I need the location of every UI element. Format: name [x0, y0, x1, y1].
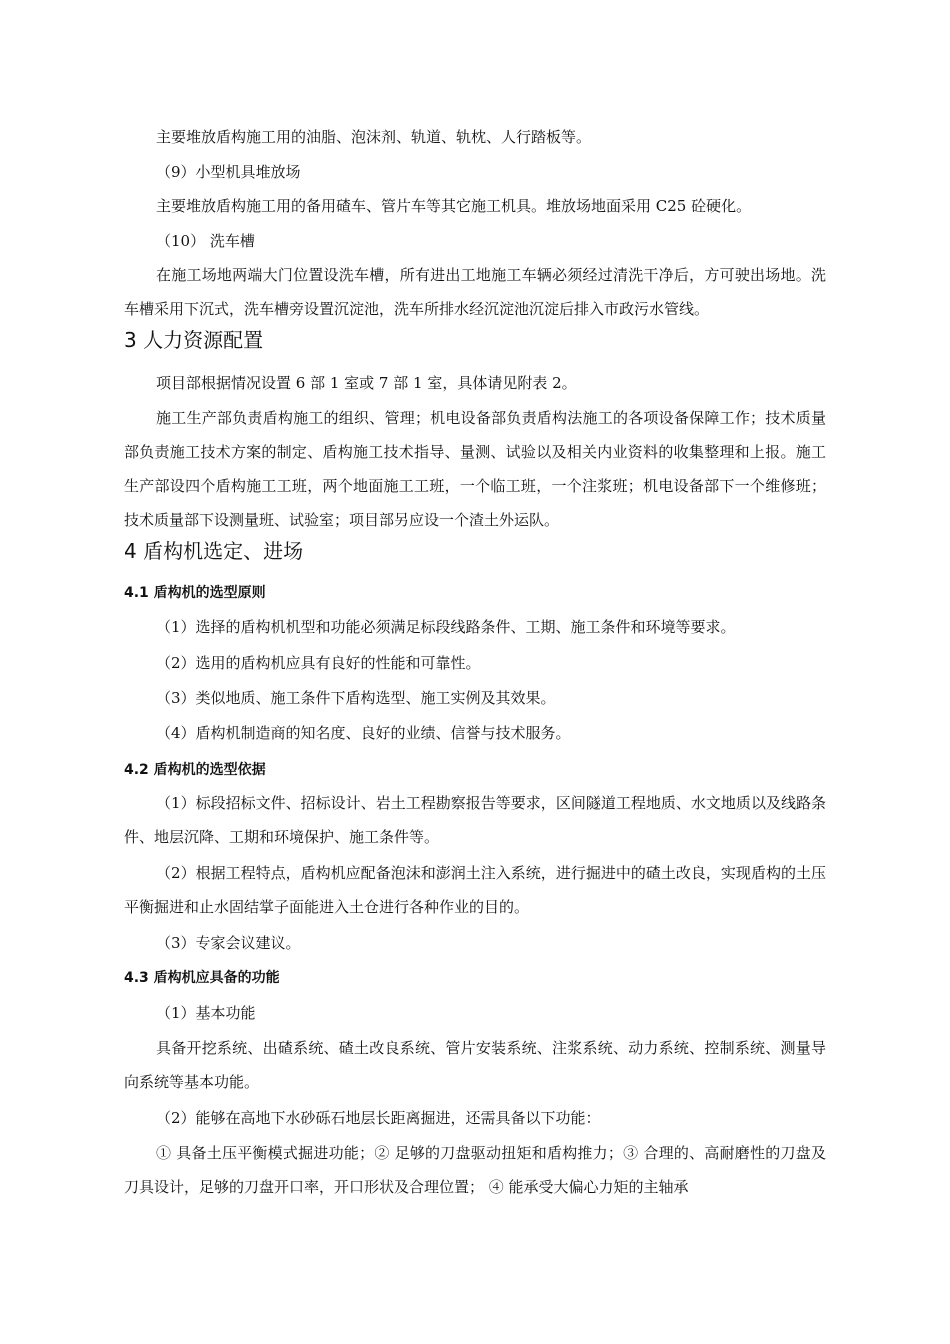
list-item: （3）专家会议建议。 — [156, 934, 301, 952]
subsection-heading-4-3: 4.3 盾构机应具备的功能 — [124, 970, 280, 986]
paragraph: 在施工场地两端大门位置设洗车槽，所有进出工地施工车辆必须经过清洗干净后，方可驶出场地。洗车槽采用下沉式，洗车槽旁设置沉淀池，洗车所排水经沉淀池沉淀后排入市政污水管线。 — [124, 266, 826, 318]
paragraph: 主要堆放盾构施工用的备用碴车、管片车等其它施工机具。堆放场地面采用 C25 砼硬化。 — [156, 197, 752, 215]
list-item: （3）类似地质、施工条件下盾构选型、施工实例及其效果。 — [156, 689, 556, 707]
section-heading-3: 3 人力资源配置 — [124, 328, 264, 352]
list-item: （10） 洗车槽 — [156, 232, 255, 250]
subsection-heading-4-1: 4.1 盾构机的选型原则 — [124, 585, 266, 601]
list-item: （9）小型机具堆放场 — [156, 163, 301, 181]
paragraph: 具备开挖系统、出碴系统、碴土改良系统、管片安装系统、注浆系统、动力系统、控制系统、测量导向系统等基本功能。 — [124, 1039, 826, 1091]
subsection-heading-4-2: 4.2 盾构机的选型依据 — [124, 762, 266, 778]
list-item: （1）选择的盾构机机型和功能必须满足标段线路条件、工期、施工条件和环境等要求。 — [156, 618, 736, 636]
paragraph: 施工生产部负责盾构施工的组织、管理；机电设备部负责盾构法施工的各项设备保障工作；技术质量部负责施工技术方案的制定、盾构施工技术指导、量测、试验以及相关内业资料的收集整理和上报。施工生产部设四个盾构施工工班，两个地面施工工班，一个临工班，一个注浆班；机电设备部下一个维修班；技术质量部下设测量班、试验室；项目部另应设一个渣土外运队。 — [124, 409, 826, 529]
paragraph: 项目部根据情况设置 6 部 1 室或 7 部 1 室，具体请见附表 2。 — [156, 374, 577, 392]
list-item: （1）基本功能 — [156, 1004, 256, 1022]
list-item: （2）选用的盾构机应具有良好的性能和可靠性。 — [156, 654, 481, 672]
list-item: （1）标段招标文件、招标设计、岩土工程勘察报告等要求，区间隧道工程地质、水文地质以及线路条件、地层沉降、工期和环境保护、施工条件等。 — [124, 794, 826, 846]
section-heading-4: 4 盾构机选定、进场 — [124, 539, 304, 563]
list-item: （2）根据工程特点，盾构机应配备泡沫和澎润土注入系统，进行掘进中的碴土改良，实现盾构的土压平衡掘进和止水固结掌子面能进入土仓进行各种作业的目的。 — [124, 864, 826, 916]
paragraph: ① 具备土压平衡模式掘进功能；② 足够的刀盘驱动扭矩和盾构推力；③ 合理的、高耐磨性的刀盘及刀具设计，足够的刀盘开口率，开口形状及合理位置； ④ 能承受大偏心力矩的主轴承 — [124, 1144, 826, 1196]
list-item: （2）能够在高地下水砂砾石地层长距离掘进，还需具备以下功能： — [156, 1109, 601, 1127]
paragraph: 主要堆放盾构施工用的油脂、泡沫剂、轨道、轨枕、人行踏板等。 — [156, 128, 592, 146]
list-item: （4）盾构机制造商的知名度、良好的业绩、信誉与技术服务。 — [156, 724, 571, 742]
